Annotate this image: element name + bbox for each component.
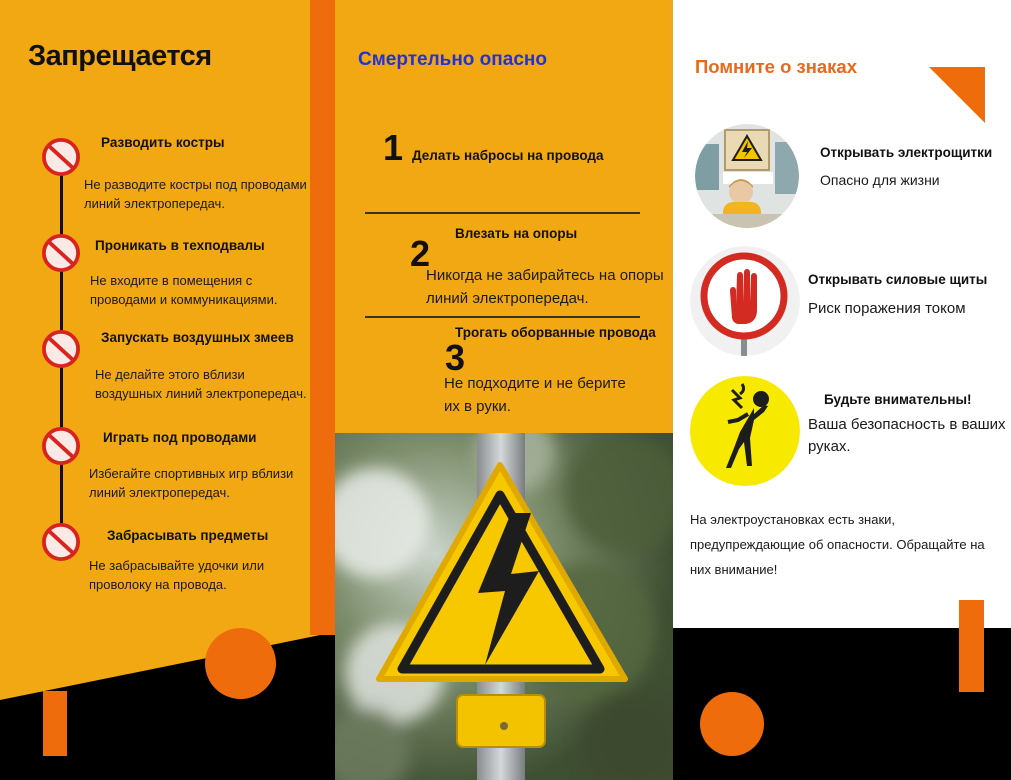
sign-text: Опасно для жизни: [820, 172, 940, 188]
panel-deadly-danger: [335, 0, 673, 780]
prohibition-sign-icon: [42, 427, 80, 465]
divider: [365, 212, 640, 214]
divider: [365, 316, 640, 318]
forbidden-item-title: Проникать в техподвалы: [95, 238, 265, 253]
forbidden-item-text: Не входите в помещения с проводами и коммуникациями.: [90, 273, 278, 307]
sign-title: Открывать электрощитки: [820, 145, 993, 160]
sign-title: Будьте внимательны!: [824, 392, 972, 407]
forbidden-item-title: Играть под проводами: [103, 430, 257, 445]
panel-forbidden: [0, 0, 335, 780]
orange-bar-decoration: [959, 600, 984, 692]
sign-text: Риск поражения током: [808, 300, 966, 317]
sign-text: Ваша безопасность в ваших руках.: [808, 416, 1006, 455]
forbidden-item-text: Не делайте этого вблизи воздушных линий электропередач.: [95, 367, 307, 401]
step-number: 3: [445, 337, 466, 378]
high-voltage-warning-sign-photo: [335, 433, 673, 780]
panel-remember-signs: [673, 0, 1011, 780]
electrocution-warning-sign-icon: [690, 376, 800, 486]
step-title: Трогать оборванные провода: [455, 325, 656, 340]
prohibition-sign-icon: [42, 523, 80, 561]
prohibition-sign-icon: [42, 138, 80, 176]
forbidden-item-text: Не забрасывайте удочки или проволоку на провода.: [89, 558, 265, 592]
step-title: Влезать на опоры: [455, 226, 578, 241]
deadly-danger-title: Смертельно опасно: [358, 49, 547, 70]
remember-signs-title: Помните о знаках: [695, 56, 858, 77]
forbidden-item-text: Избегайте спортивных игр вблизи линий электропередач.: [89, 466, 294, 500]
orange-circle-decoration: [205, 628, 276, 699]
forbidden-item-title: Запускать воздушных змеев: [101, 330, 294, 345]
forbidden-item-title: Разводить костры: [101, 135, 225, 150]
orange-strip-decoration: [310, 0, 335, 635]
step-text: Не подходите и не берите их в руки.: [444, 375, 626, 415]
corner-triangle-decoration: [929, 67, 985, 123]
forbidden-title: Запрещается: [28, 40, 212, 72]
step-title: Делать набросы на провода: [412, 148, 604, 163]
step-text: Никогда не забирайтесь на опоры линий электропередач.: [426, 267, 664, 307]
prohibition-sign-icon: [42, 234, 80, 272]
forbidden-item-title: Забрасывать предметы: [107, 528, 269, 543]
orange-circle-decoration: [700, 692, 764, 756]
forbidden-item-text: Не разводите костры под проводами линий электропередач.: [84, 177, 307, 211]
prohibition-sign-icon: [42, 330, 80, 368]
orange-bar-decoration: [43, 691, 67, 756]
signs-note: На электроустановках есть знаки, предупреждающие об опасности. Обращайте на них внимание!: [690, 512, 985, 577]
step-number: 1: [383, 127, 404, 168]
sign-title: Открывать силовые щиты: [808, 272, 988, 287]
stop-hand-sign-icon: [690, 246, 800, 356]
child-with-electric-panel-photo: [695, 124, 799, 228]
step-number: 2: [410, 233, 431, 274]
